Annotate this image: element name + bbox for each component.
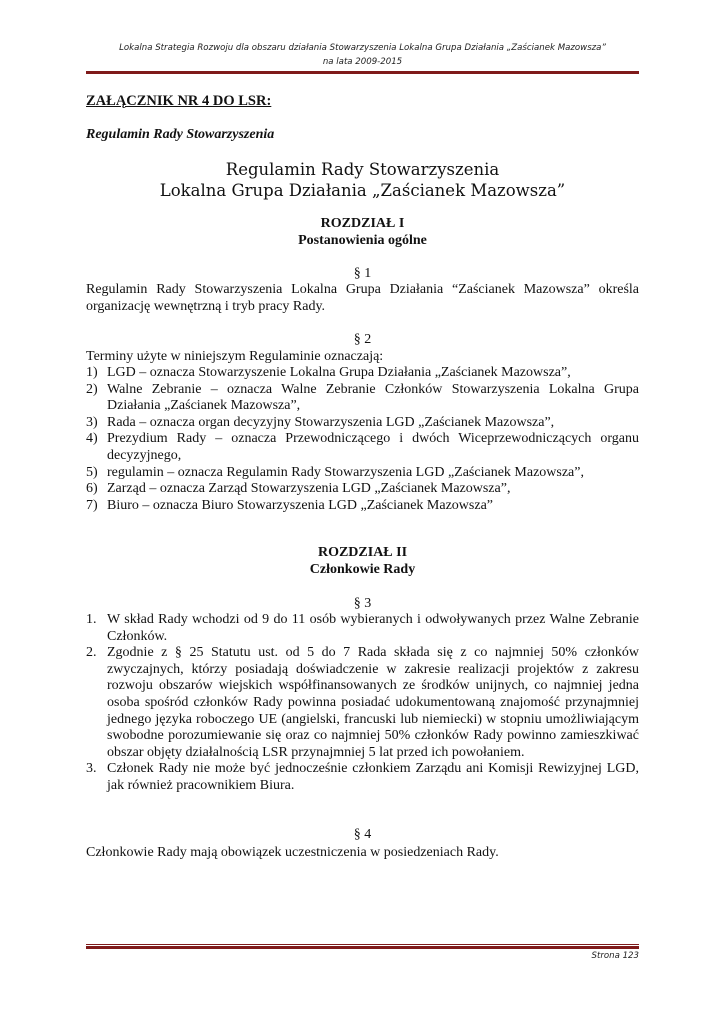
list-item: 7) Biuro – oznacza Biuro Stowarzyszenia LGD „Zaścianek Mazowsza” [86,497,494,513]
section-4-text: Członkowie Rady mają obowiązek uczestniczenia w posiedzeniach Rady. [86,845,499,860]
chapter-2-subheading: Członkowie Rady [309,562,416,577]
list-item: 1. W skład Rady wchodzi od 9 do 11 osób wybieranych i odwoływanych przez Walne Zebranie Członków. [86,612,639,644]
list-item: 1) LGD – oznacza Stowarzyszenie Lokalna Grupa Działania „Zaścianek Mazowsza”, [86,365,571,380]
section-2-sign: § 2 [353,332,372,347]
main-title-line-1: Regulamin Rady Stowarzyszenia [225,160,500,179]
chapter-2-heading: ROZDZIAŁ II [317,545,408,560]
list-item: 2. Zgodnie z § 25 Statutu ust. od 5 do 7 Rada składa się z co najmniej 50% członków zwyczajnych, którzy posiadają doświadczenie w zakresie realizacji projektów z zakresu rozwoju obszarów wiejskich współfinansowanych ze środków unijnych, co najmniej jedna osoba spośród członków Rady powinna posiadać udokumentowaną znajomość przynajmniej jednego języka roboczego UE (angielski, francuski lub niemiecki) w stopniu umożliwiającym swobodne porozumiewanie się oraz co najmniej 50% członków Rady powinno zamieszkiwać obszar objęty działalnością LSR przynajmniej 5 lat przed ich powołaniem. [86,645,639,760]
list-item: 6) Zarząd – oznacza Zarząd Stowarzyszenia LGD „Zaścianek Mazowsza”, [86,481,511,497]
list-item: 4) Prezydium Rady – oznacza Przewodniczącego i dwóch Wiceprzewodniczących organu decyzyjnego, [86,431,639,463]
main-title-line-2: Lokalna Grupa Działania „Zaścianek Mazowsza” [159,181,566,200]
annex-subtitle: Regulamin Rady Stowarzyszenia [86,127,275,142]
main-title [86,159,639,201]
running-header [86,41,639,69]
list-item: 5) regulamin – oznacza Regulamin Rady Stowarzyszenia LGD „Zaścianek Mazowsza”, [86,464,584,480]
section-3-list [86,612,639,795]
section-1-sign: § 1 [353,266,372,281]
list-item: 3) Rada – oznacza organ decyzyjny Stowarzyszenia LGD „Zaścianek Mazowsza”, [86,414,555,430]
section-1-text-line-1: Regulamin Rady Stowarzyszenia Lokalna Grupa Działania “Zaścianek Mazowsza” określa [86,282,639,297]
section-4-sign: § 4 [353,827,372,842]
list-item: 2) Walne Zebranie – oznacza Walne Zebranie Członków Stowarzyszenia Lokalna Grupa Działania „Zaścianek Mazowsza”, [86,381,639,414]
annex-title: ZAŁĄCZNIK NR 4 DO LSR: [86,93,272,109]
section-3-sign: § 3 [353,596,372,611]
header-line-2: na lata 2009-2015 [322,57,403,67]
header-line-1: Lokalna Strategia Rozwoju dla obszaru działania Stowarzyszenia Lokalna Grupa Działania „Zaścianek Mazowsza” [119,43,606,53]
chapter-1-subheading: Postanowienia ogólne [298,233,427,248]
footer-rule [86,944,639,949]
section-1-text-line-2: organizację wewnętrzną i tryb pracy Rady. [86,299,326,314]
page-number: Strona 123 [591,951,639,961]
list-item: 3. Członek Rady nie może być jednocześnie członkiem Zarządu ani Komisji Rewizyjnej LGD, jak również pracownikiem Biura. [86,761,639,793]
header-rule [86,71,639,74]
section-2-intro: Terminy użyte w niniejszym Regulaminie oznaczają: [86,349,384,364]
chapter-1-heading: ROZDZIAŁ I [320,216,405,231]
section-2-list [86,365,639,514]
